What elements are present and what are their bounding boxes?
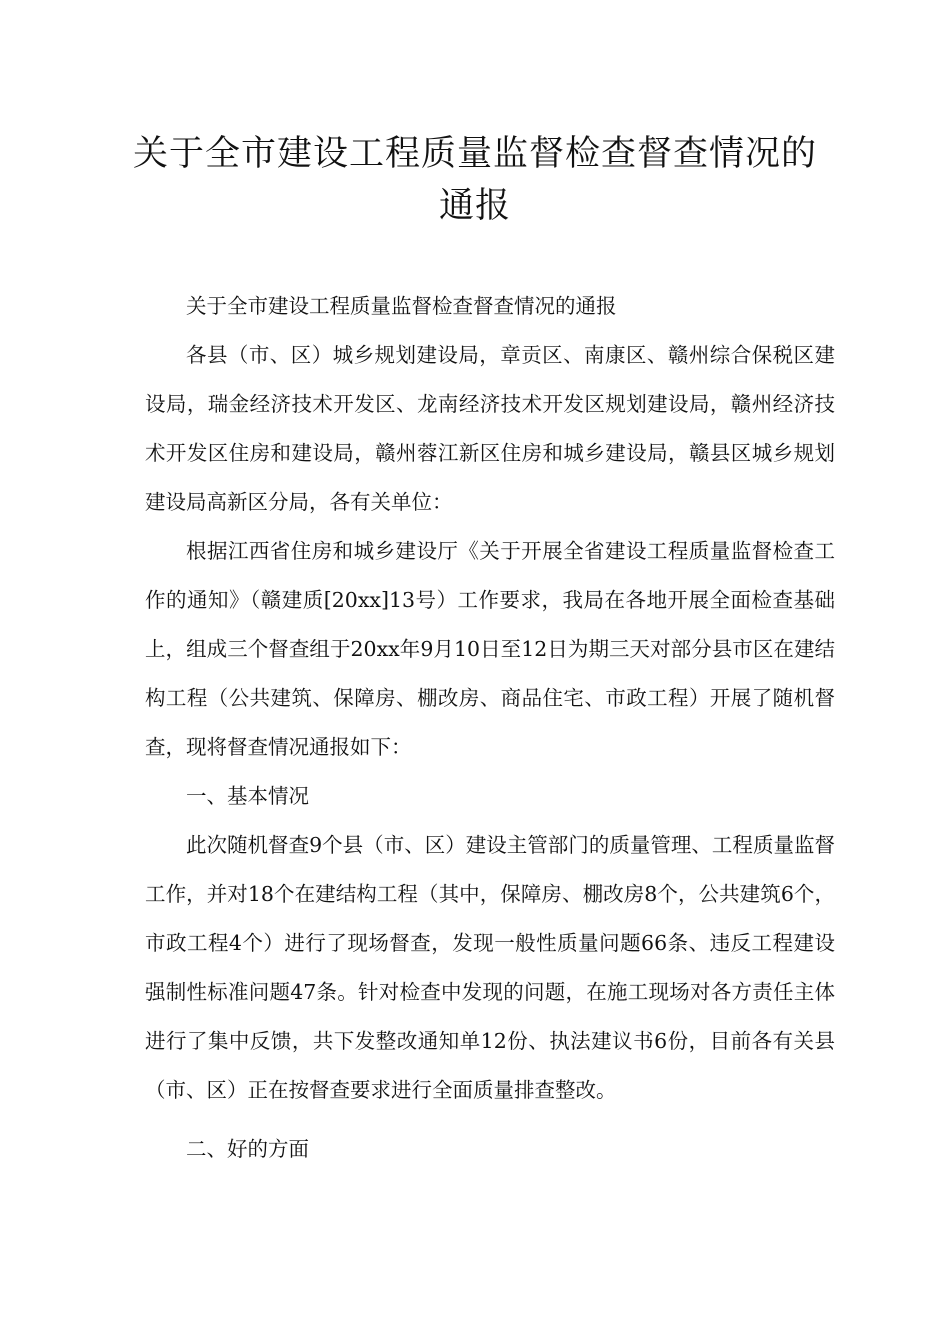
document-body xyxy=(145,282,835,1174)
section-heading-good: 二、好的方面 xyxy=(186,1137,309,1161)
section-heading-basic: 一、基本情况 xyxy=(186,784,309,808)
basic-situation-paragraph: 此次随机督查9个县（市、区）建设主管部门的质量管理、工程质量监督工作，并对18个在建结构工程（其中，保障房、棚改房8个，公共建筑6个，市政工程4个）进行了现场督查，发现一般性质量问题66条、违反工程建设强制性标准问题47条。针对检查中发现的问题，在施工现场对各方责任主体进行了集中反馈，共下发整改通知单12份、执法建议书6份，目前各有关县（市、区）正在按督查要求进行全面质量排查整改。 xyxy=(145,833,835,1102)
addressee-paragraph: 各县（市、区）城乡规划建设局，章贡区、南康区、赣州综合保税区建设局，瑞金经济技术开发区、龙南经济技术开发区规划建设局，赣州经济技术开发区住房和建设局，赣州蓉江新区住房和城乡建设局，赣县区城乡规划建设局高新区分局，各有关单位： xyxy=(145,343,835,514)
basis-paragraph: 根据江西省住房和城乡建设厅《关于开展全省建设工程质量监督检查工作的通知》（赣建质[20xx]13号）工作要求，我局在各地开展全面检查基础上，组成三个督查组于20xx年9月10日至12日为期三天对部分县市区在建结构工程（公共建筑、保障房、棚改房、商品住宅、市政工程）开展了随机督查，现将督查情况通报如下： xyxy=(145,539,835,759)
subtitle-paragraph: 关于全市建设工程质量监督检查督查情况的通报 xyxy=(186,294,617,318)
document-title: 关于全市建设工程质量监督检查督查情况的通报 xyxy=(132,134,817,226)
